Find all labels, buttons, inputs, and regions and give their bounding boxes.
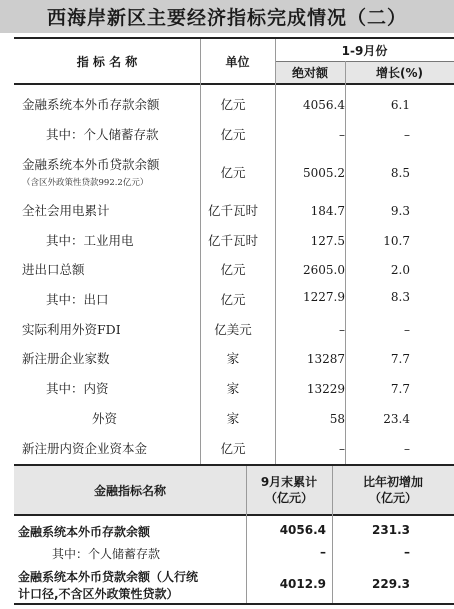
header-unit: 单位 xyxy=(225,54,250,69)
table2-row-cumulative: 4056.4 xyxy=(279,523,326,537)
table2-row-increase: – xyxy=(404,545,410,559)
row-name: 新注册企业家数 xyxy=(22,351,110,366)
row-name: 其中：出口 xyxy=(46,292,109,307)
row-absolute: – xyxy=(339,128,345,142)
page-title: 西海岸新区主要经济指标完成情况（二） xyxy=(0,0,454,33)
table2-header-increase-line1: 比年初增加 xyxy=(362,475,423,489)
row-unit: 家 xyxy=(226,411,240,426)
row-absolute: 1227.9 xyxy=(303,290,345,304)
row-unit: 亿元 xyxy=(220,127,246,142)
row-unit: 家 xyxy=(226,381,240,396)
row-absolute: 4056.4 xyxy=(303,98,345,112)
row-absolute: 58 xyxy=(329,412,345,426)
table2-header-cumulative-line2: （亿元） xyxy=(264,491,313,505)
table1-col-divider xyxy=(345,61,346,465)
table2-header-name: 金融指标名称 xyxy=(93,483,166,498)
header-period: 1-9月份 xyxy=(341,43,388,58)
table2-row-name: 金融系统本外币存款余额 xyxy=(18,525,151,539)
row-unit: 亿元 xyxy=(220,292,246,307)
row-growth: 7.7 xyxy=(390,352,410,366)
table2-row-cumulative: – xyxy=(320,545,326,559)
row-absolute: 13229 xyxy=(306,382,345,396)
row-unit: 家 xyxy=(226,351,240,366)
table2-row-increase: 229.3 xyxy=(372,577,410,591)
table2-row-name: 其中：个人储蓄存款 xyxy=(52,547,161,561)
row-name: 外资 xyxy=(92,411,118,426)
row-growth: – xyxy=(404,442,410,456)
row-unit: 亿美元 xyxy=(214,322,252,337)
row-name: 其中：内资 xyxy=(46,381,109,396)
table2-bottom-rule xyxy=(14,603,454,605)
row-note: （含区外政策性贷款992.2亿元） xyxy=(22,178,149,188)
row-absolute: 2605.0 xyxy=(303,263,345,277)
row-growth: 8.5 xyxy=(390,166,410,180)
row-absolute: 13287 xyxy=(306,352,345,366)
header-indicator-name: 指 标 名 称 xyxy=(76,54,138,69)
row-unit: 亿元 xyxy=(220,262,246,277)
row-name: 金融系统本外币贷款余额 xyxy=(22,157,160,172)
row-name: 新注册内资企业资本金 xyxy=(22,441,148,456)
row-name: 全社会用电累计 xyxy=(22,203,110,218)
table2-col-divider xyxy=(332,466,333,603)
row-growth: – xyxy=(404,323,410,337)
row-unit: 亿千瓦时 xyxy=(207,233,258,248)
table2-row-cumulative: 4012.9 xyxy=(279,577,326,591)
row-growth: – xyxy=(404,128,410,142)
table2-header-rule xyxy=(14,514,454,516)
row-growth: 2.0 xyxy=(390,263,410,277)
row-name: 进出口总额 xyxy=(22,262,85,277)
row-growth: 9.3 xyxy=(390,204,410,218)
table1-header-rule xyxy=(14,83,454,85)
row-name: 其中：个人储蓄存款 xyxy=(46,127,159,142)
row-growth: 8.3 xyxy=(390,290,410,304)
row-growth: 23.4 xyxy=(383,412,410,426)
row-unit: 亿元 xyxy=(220,441,246,456)
row-name: 实际利用外资FDI xyxy=(22,322,121,337)
row-unit: 亿元 xyxy=(220,165,246,180)
row-absolute: – xyxy=(339,323,345,337)
row-unit: 亿千瓦时 xyxy=(207,203,258,218)
table2-row-increase: 231.3 xyxy=(372,523,410,537)
table2-header-cumulative xyxy=(246,466,332,514)
row-growth: 7.7 xyxy=(390,382,410,396)
table2-header-cumulative-line1: 9月末累计 xyxy=(260,475,318,489)
row-name: 其中：工业用电 xyxy=(46,233,134,248)
row-absolute: 184.7 xyxy=(310,204,345,218)
row-growth: 6.1 xyxy=(390,98,410,112)
row-absolute: 127.5 xyxy=(310,234,345,248)
table2-header-increase xyxy=(332,466,454,514)
table2-row-name-line1: 金融系统本外币贷款余额（人行统 xyxy=(18,570,199,584)
row-unit: 亿元 xyxy=(220,97,246,112)
row-absolute: – xyxy=(339,442,345,456)
header-absolute: 绝对额 xyxy=(291,66,328,80)
table2-col-divider xyxy=(246,466,247,603)
header-growth: 增长(%) xyxy=(376,66,423,80)
row-growth: 10.7 xyxy=(383,234,410,248)
row-absolute: 5005.2 xyxy=(303,166,345,180)
table2-header-increase-line2: （亿元） xyxy=(368,491,417,505)
row-name: 金融系统本外币存款余额 xyxy=(22,97,160,112)
table2-row-name-line2: 计口径,不含区外政策性贷款） xyxy=(18,587,179,601)
